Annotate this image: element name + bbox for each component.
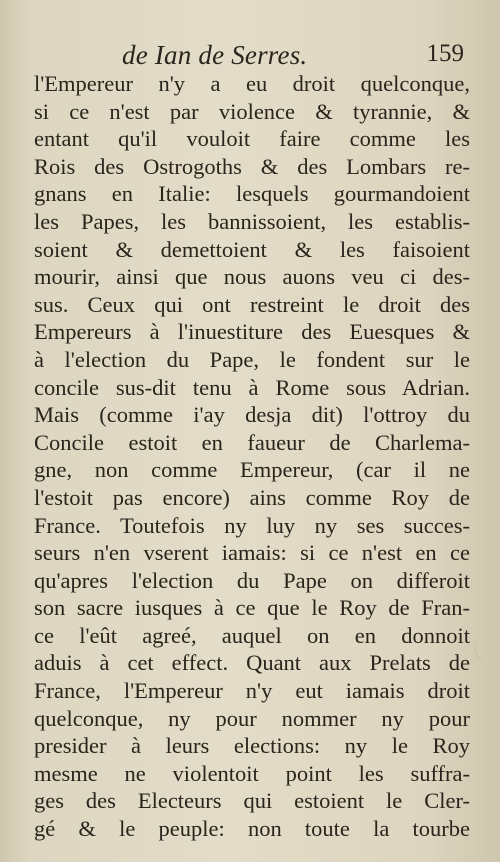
text-line: si ce n'est par violence & tyrannie, &: [34, 98, 470, 124]
text-line: aduis à cet effect. Quant aux Prelats de: [34, 650, 470, 676]
text-line: France. Toutefois ny luy ny ses succes-: [34, 512, 470, 538]
text-line: gnans en Italie: lesquels gourmandoient: [34, 181, 470, 207]
text-line: presider à leurs elections: ny le Roy: [34, 733, 470, 759]
text-line: entant qu'il vouloit faire comme les: [34, 126, 470, 152]
text-line: quelconque, ny pour nommer ny pour: [34, 705, 470, 731]
text-line: l'Empereur n'y a eu droit quelconque,: [34, 71, 470, 96]
body-text: [34, 70, 470, 843]
running-head-title: de Ian de Serres.: [122, 40, 308, 70]
text-line: mesme ne violentoit point les suffra-: [34, 760, 470, 786]
page-number: 159: [426, 40, 464, 67]
text-line: France, l'Empereur n'y eut iamais droit: [34, 678, 470, 704]
text-line: mourir, ainsi que nous auons veu ci des-: [34, 264, 470, 290]
text-line: Concile estoit en faueur de Charlema-: [34, 429, 470, 455]
text-line: concile sus-dit tenu à Rome sous Adrian.: [34, 374, 470, 400]
text-line: qu'apres l'election du Pape on differoit: [34, 567, 470, 593]
text-line: à l'election du Pape, le fondent sur le: [34, 346, 470, 372]
text-line: sus. Ceux qui ont restreint le droit des: [34, 291, 470, 317]
text-line: gne, non comme Empereur, (car il ne: [34, 457, 470, 483]
text-line: gé & le peuple: non toute la tourbe: [34, 816, 470, 842]
text-line: soient & demettoient & les faisoient: [34, 236, 470, 262]
text-line: Mais (comme i'ay desja dit) l'ottroy du: [34, 402, 470, 428]
text-line: ges des Electeurs qui estoient le Cler-: [34, 788, 470, 814]
text-line: son sacre iusques à ce que le Roy de Fran-: [34, 595, 470, 621]
text-line: les Papes, les bannissoient, les establis-: [34, 208, 470, 234]
margin-pencil-mark: [472, 638, 494, 664]
text-line: l'estoit pas encore) ains comme Roy de: [34, 484, 470, 510]
text-line: ce l'eût agreé, auquel on en donnoit: [34, 622, 470, 648]
text-line: seurs n'en vserent iamais: si ce n'est en ce: [34, 540, 470, 566]
text-line: Empereurs à l'inuestiture des Euesques &: [34, 319, 470, 345]
text-line: Rois des Ostrogoths & des Lombars re-: [34, 153, 470, 179]
running-head: [62, 40, 472, 74]
